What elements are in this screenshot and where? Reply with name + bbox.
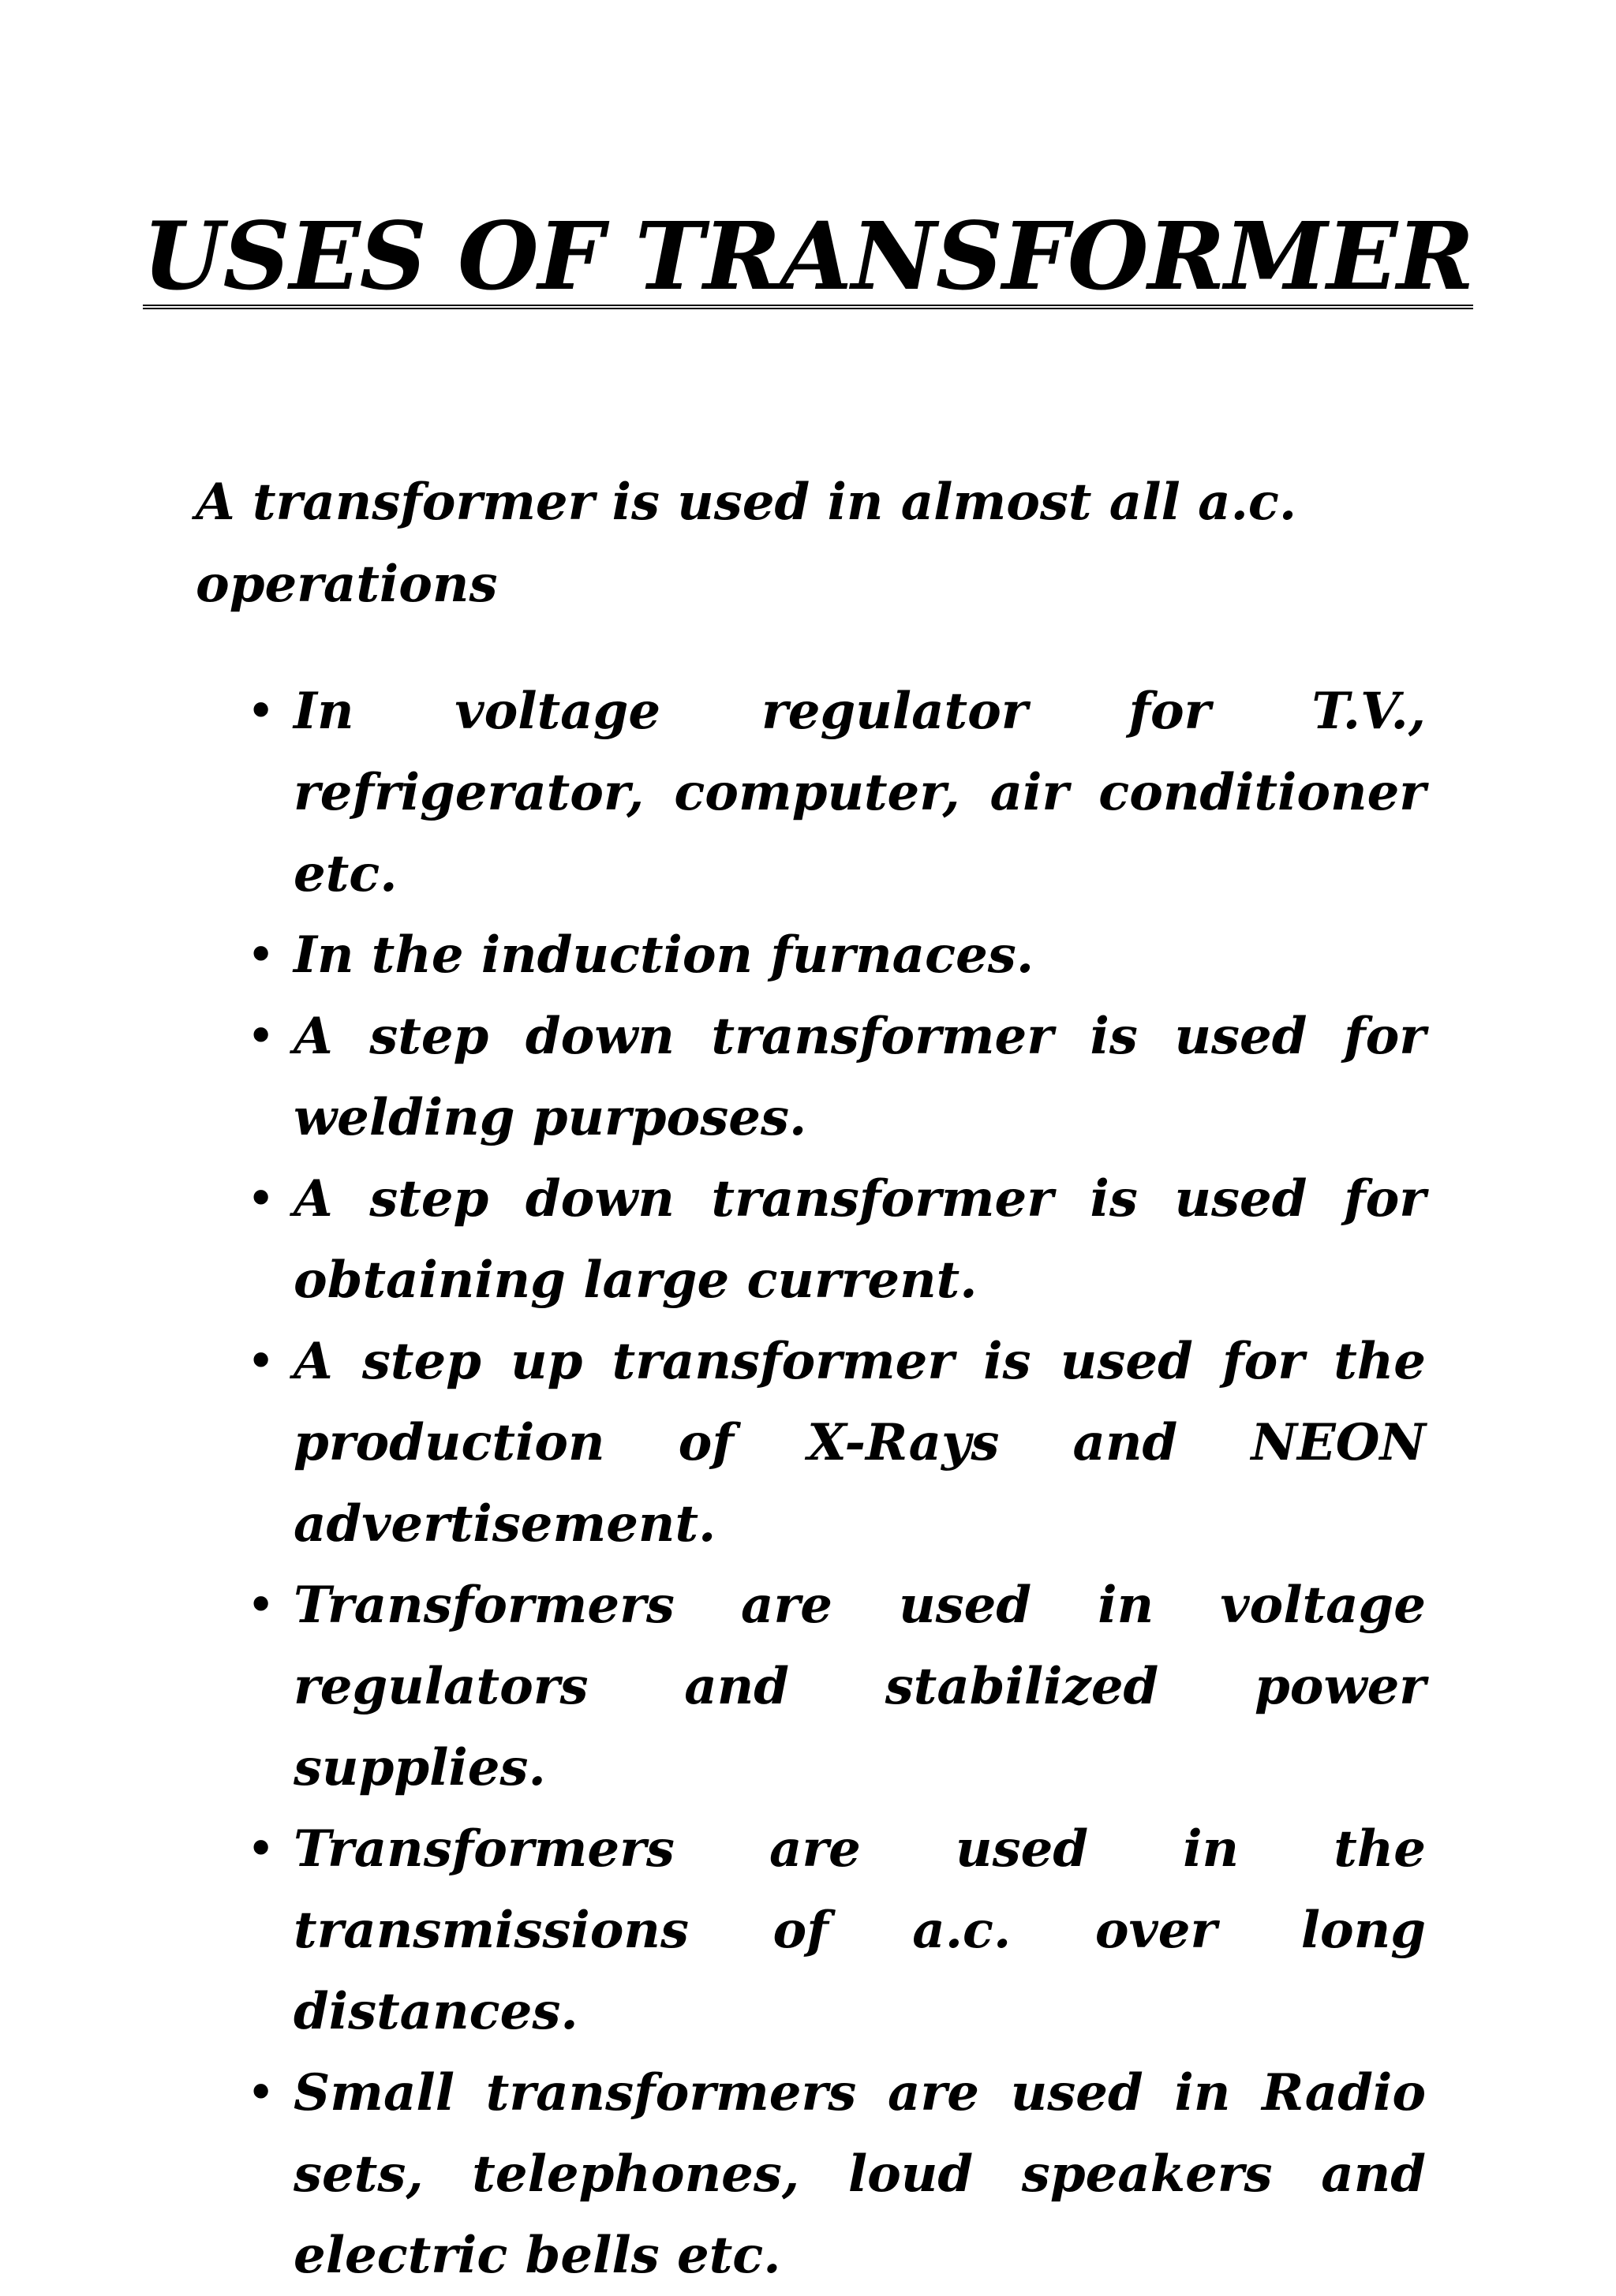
list-item — [248, 1321, 1426, 1565]
bullet-icon: • — [248, 1012, 275, 1060]
list-item — [248, 914, 1426, 996]
bullet-icon: • — [248, 931, 275, 979]
list-item — [248, 671, 1426, 914]
bullet-icon: • — [248, 1581, 275, 1629]
list-item-text: A step down transformer is used for welding purposes. — [294, 1007, 1426, 1147]
list-item-text: A step up transformer is used for the production of X-Rays and NEON advertisement. — [294, 1332, 1426, 1554]
page-title — [0, 201, 1616, 312]
page-title-text: USES OF TRANSFORMER — [142, 201, 1474, 311]
bullet-icon: • — [248, 2069, 275, 2117]
list-item — [248, 1808, 1426, 2052]
list-item — [248, 996, 1426, 1158]
bullet-icon: • — [248, 687, 275, 735]
uses-list — [0, 671, 1616, 2296]
list-item — [248, 1158, 1426, 1321]
list-item — [248, 1565, 1426, 1808]
list-item-text: In voltage regulator for T.V., refrigerator, computer, air conditioner etc. — [294, 682, 1426, 903]
intro-paragraph: A transformer is used in almost all a.c. operations — [196, 473, 1297, 614]
list-item-text: Small transformers are used in Radio sets, telephones, loud speakers and electric bells etc. — [294, 2063, 1426, 2285]
list-item-text: In the induction furnaces. — [294, 926, 1034, 985]
bullet-icon: • — [248, 1175, 275, 1223]
list-item — [248, 2052, 1426, 2296]
list-item-text: Transformers are used in the transmissions of a.c. over long distances. — [294, 1819, 1426, 2041]
list-item-text: A step down transformer is used for obtaining large current. — [294, 1169, 1426, 1310]
bullet-icon: • — [248, 1825, 275, 1873]
list-item-text: Transformers are used in voltage regulators and stabilized power supplies. — [294, 1576, 1426, 1797]
bullet-icon: • — [248, 1337, 275, 1385]
